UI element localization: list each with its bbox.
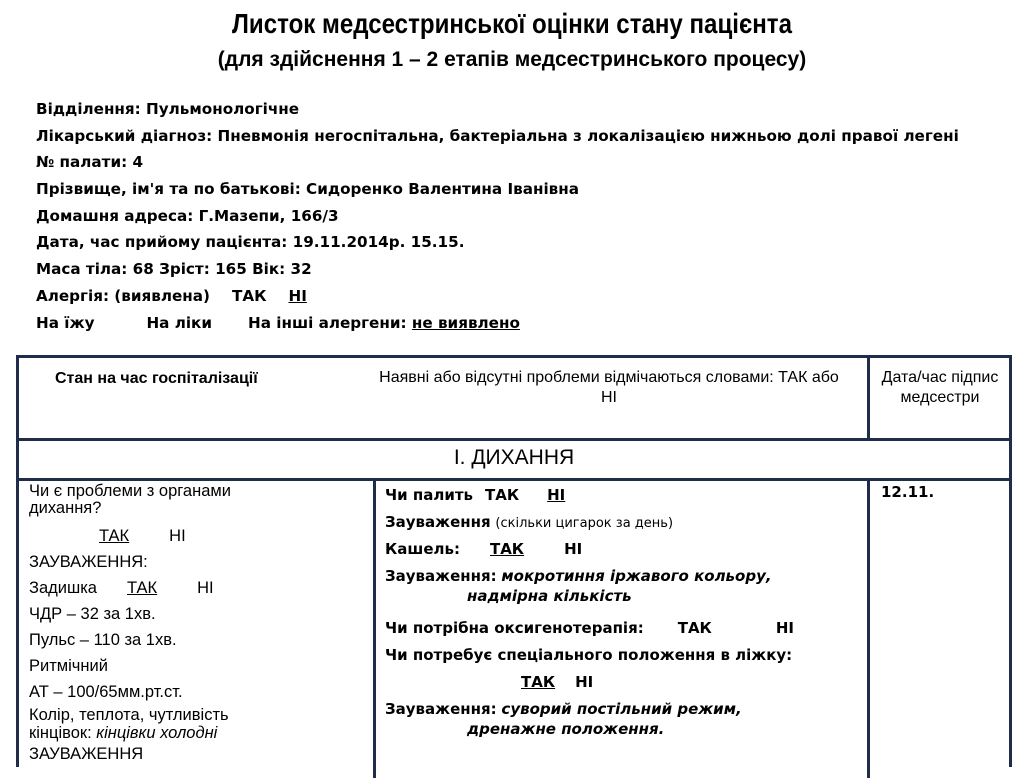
skin-answer-line	[29, 724, 374, 743]
cough-label: Кашель:	[385, 540, 460, 558]
smoking-note-hint: (скільки цигарок за день)	[495, 516, 674, 531]
smoking-label: Чи палить	[385, 486, 474, 504]
address-line: Домашня адреса: Г.Мазепи, 166/3	[36, 206, 339, 225]
allergens-line	[36, 310, 1021, 337]
smoking-line	[385, 483, 875, 510]
position-answer	[385, 670, 875, 697]
dyspnea-yes: ТАК	[126, 579, 158, 597]
oxygen-no: НІ	[775, 619, 794, 637]
cough-note-2: надмірна кількість	[467, 587, 632, 605]
remarks-label-2: ЗАУВАЖЕННЯ	[29, 745, 144, 763]
position-note-line	[385, 697, 875, 719]
signature-column	[881, 483, 934, 501]
breathing-question-cont: дихання?	[29, 499, 102, 517]
smoking-note-label: Зауваження	[385, 513, 491, 531]
pulse: Пульс – 110 за 1хв.	[29, 631, 177, 649]
page-subtitle: (для здійснення 1 – 2 етапів медсестринського процесу)	[217, 48, 807, 71]
section-breathing: І. ДИХАННЯ	[19, 438, 1009, 481]
dyspnea-line	[29, 577, 374, 599]
cough-note-line	[385, 564, 875, 586]
page-title: Листок медсестринської оцінки стану пацієнта	[232, 8, 792, 39]
position-note-2: дренажне положення.	[467, 720, 665, 738]
smoking-note-line	[385, 510, 875, 537]
respiratory-rate: ЧДР – 32 за 1хв.	[29, 605, 156, 623]
allergy-line	[36, 283, 1021, 310]
breathing-no: НІ	[169, 527, 186, 545]
position-note-1: суворий постільний режим,	[501, 700, 742, 718]
admission-state-column	[29, 483, 374, 765]
oxygen-yes: ТАК	[677, 619, 712, 637]
allergy-yes: ТАК	[231, 286, 267, 305]
breathing-yes: ТАК	[99, 527, 130, 545]
ward-line: № палати: 4	[36, 153, 144, 172]
oxygen-line	[385, 616, 875, 643]
other-allergy-value: не виявлено	[411, 313, 520, 332]
allergy-no: НІ	[288, 286, 307, 305]
skin-question: Колір, теплота, чутливість	[29, 706, 229, 724]
dyspnea-no: НІ	[197, 579, 214, 597]
cough-line	[385, 537, 875, 564]
food-allergy: На їжу	[36, 313, 95, 332]
cough-no: НІ	[564, 540, 583, 558]
position-no: НІ	[575, 673, 594, 691]
dyspnea-label: Задишка	[29, 579, 97, 597]
other-allergy-label: На інші алергени:	[248, 313, 407, 332]
admission-line: Дата, час прийому пацієнта: 19.11.2014р. 15.15.	[36, 233, 465, 252]
department-line: Відділення: Пульмонологічне	[36, 100, 300, 118]
allergy-label: Алергія: (виявлена)	[36, 286, 210, 305]
header-col-state: Стан на час госпіталізації	[55, 370, 258, 387]
skin-value: кінцівки холодні	[96, 724, 218, 742]
breathing-answer	[29, 525, 374, 547]
position-yes: ТАК	[521, 673, 556, 691]
problems-column	[385, 483, 875, 746]
name-line: Прізвище, ім'я та по батькові: Сидоренко Валентина Іванівна	[36, 180, 580, 199]
signature-date: 12.11.	[881, 483, 935, 501]
header-col-problems: Наявні або відсутні проблеми відмічаються словами: ТАК або НІ	[379, 369, 839, 406]
header-col-signature: Дата/час підпис медсестри	[881, 369, 999, 406]
position-question: Чи потребує спеціального положення в ліжку:	[385, 646, 793, 664]
assessment-table	[16, 355, 1012, 767]
patient-info	[36, 96, 1021, 336]
cough-yes: ТАК	[489, 540, 525, 558]
meds-allergy: На ліки	[146, 313, 212, 332]
cough-note-label: Зауваження:	[385, 567, 497, 585]
cough-note-1: мокротиння іржавого кольору,	[501, 567, 772, 585]
rhythm: Ритмічний	[29, 657, 108, 675]
remarks-label: ЗАУВАЖЕННЯ:	[29, 553, 148, 571]
oxygen-label: Чи потрібна оксигенотерапія:	[385, 619, 644, 637]
position-note-label: Зауваження:	[385, 700, 497, 718]
body-line: Маса тіла: 68 Зріст: 165 Вік: 32	[36, 260, 312, 279]
blood-pressure: АТ – 100/65мм.рт.ст.	[29, 683, 183, 701]
diagnosis-line: Лікарський діагноз: Пневмонія негоспітальна, бактеріальна з локалізацією нижньою долі правої легені	[36, 126, 959, 145]
smoking-yes: ТАК	[485, 486, 520, 504]
breathing-question: Чи є проблеми з органами	[29, 482, 231, 500]
smoking-no: НІ	[547, 486, 566, 504]
table-header	[19, 358, 1009, 441]
header-divider	[867, 358, 870, 438]
skin-label: кінцівок:	[29, 724, 92, 742]
